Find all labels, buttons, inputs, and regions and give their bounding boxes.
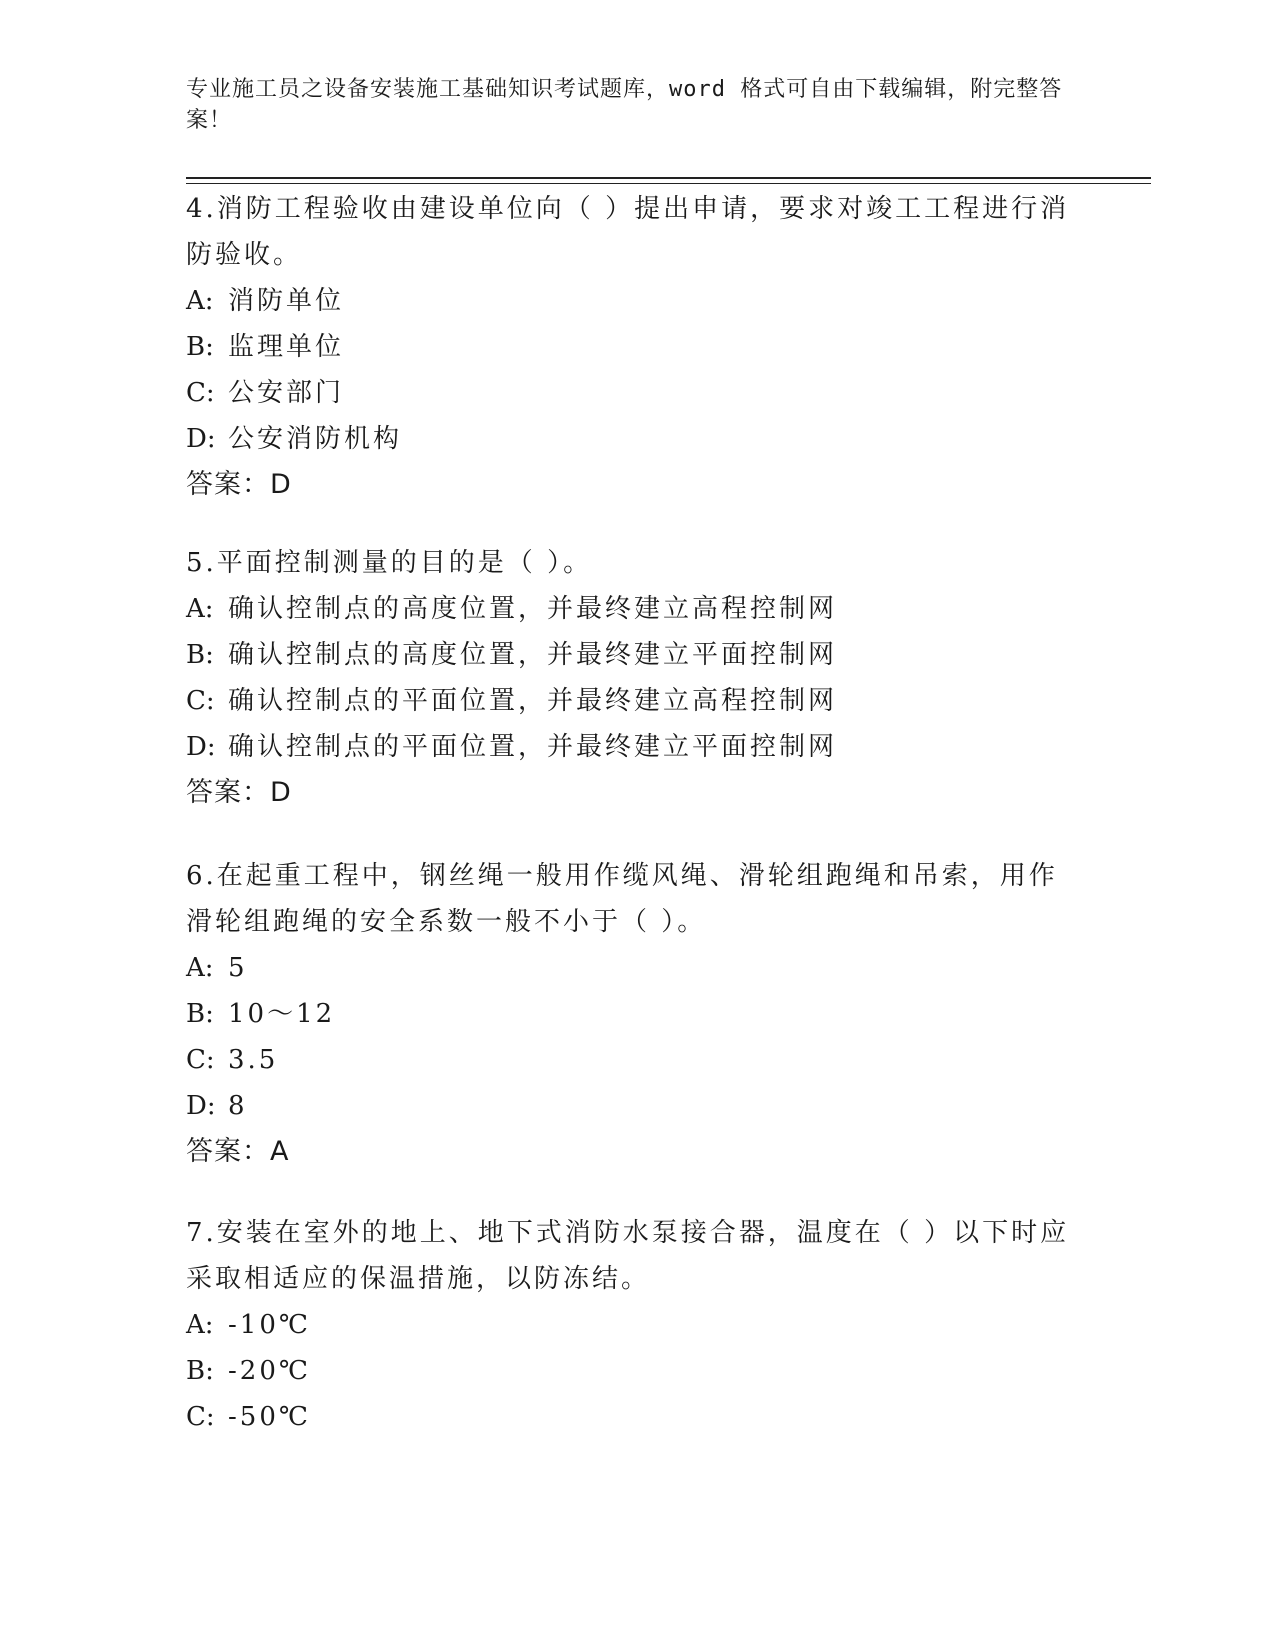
option-b — [186, 1348, 1086, 1394]
question-stem: 7.安装在室外的地上、地下式消防水泵接合器，温度在（ ）以下时应采取相适应的保温措施，以防冻结。 — [186, 1218, 1070, 1294]
option-d — [186, 1083, 1086, 1129]
option-text: -10℃ — [228, 1310, 311, 1340]
option-key: A: — [186, 1310, 214, 1340]
question-stem: 5.平面控制测量的目的是（ ）。 — [186, 548, 593, 578]
option-a — [186, 945, 1086, 991]
option-key: A: — [186, 953, 214, 983]
option-text: 消防单位 — [228, 286, 345, 316]
option-key: C: — [186, 378, 215, 408]
question-stem: 6.在起重工程中，钢丝绳一般用作缆风绳、滑轮组跑绳和吊索，用作滑轮组跑绳的安全系数一般不小于（ ）。 — [186, 861, 1058, 937]
question-stem: 4.消防工程验收由建设单位向（ ）提出申请，要求对竣工工程进行消防验收。 — [186, 194, 1070, 270]
option-b — [186, 632, 1086, 678]
option-text: 确认控制点的高度位置，并最终建立高程控制网 — [228, 594, 838, 624]
option-text: 确认控制点的平面位置，并最终建立平面控制网 — [228, 732, 838, 762]
question-6 — [186, 853, 1086, 1175]
header-divider-thin — [186, 183, 1151, 184]
answer-label: 答案：D — [186, 777, 292, 808]
option-text: 公安部门 — [228, 378, 345, 408]
question-4 — [186, 186, 1086, 508]
option-a — [186, 278, 1086, 324]
option-text: 监理单位 — [228, 332, 345, 362]
option-key: B: — [186, 332, 214, 362]
option-text: 3.5 — [228, 1045, 279, 1075]
option-key: D: — [186, 424, 216, 454]
header-divider — [186, 177, 1151, 179]
option-key: B: — [186, 640, 214, 670]
option-c — [186, 678, 1086, 724]
option-key: C: — [186, 1402, 215, 1432]
document-header: 专业施工员之设备安装施工基础知识考试题库，word 格式可自由下载编辑，附完整答案！ — [186, 77, 1063, 133]
option-key: D: — [186, 732, 216, 762]
option-text: 5 — [228, 953, 248, 983]
option-key: B: — [186, 999, 214, 1029]
option-c — [186, 1037, 1086, 1083]
option-c — [186, 370, 1086, 416]
option-key: B: — [186, 1356, 214, 1386]
option-c — [186, 1394, 1086, 1440]
option-text: 确认控制点的平面位置，并最终建立高程控制网 — [228, 686, 838, 716]
option-text: 公安消防机构 — [228, 424, 403, 454]
option-text: 10～12 — [228, 999, 336, 1029]
option-key: C: — [186, 1045, 215, 1075]
option-key: D: — [186, 1091, 216, 1121]
option-text: -20℃ — [228, 1356, 311, 1386]
option-d — [186, 416, 1086, 462]
option-text: -50℃ — [228, 1402, 311, 1432]
answer-label: 答案：D — [186, 469, 292, 500]
question-7 — [186, 1210, 1086, 1440]
option-d — [186, 724, 1086, 770]
answer-label: 答案：A — [186, 1136, 290, 1167]
option-key: A: — [186, 594, 214, 624]
option-a — [186, 1302, 1086, 1348]
option-key: A: — [186, 286, 214, 316]
option-text: 确认控制点的高度位置，并最终建立平面控制网 — [228, 640, 838, 670]
option-b — [186, 324, 1086, 370]
option-key: C: — [186, 686, 215, 716]
option-b — [186, 991, 1086, 1037]
option-a — [186, 586, 1086, 632]
question-5 — [186, 540, 1086, 816]
option-text: 8 — [228, 1091, 248, 1121]
